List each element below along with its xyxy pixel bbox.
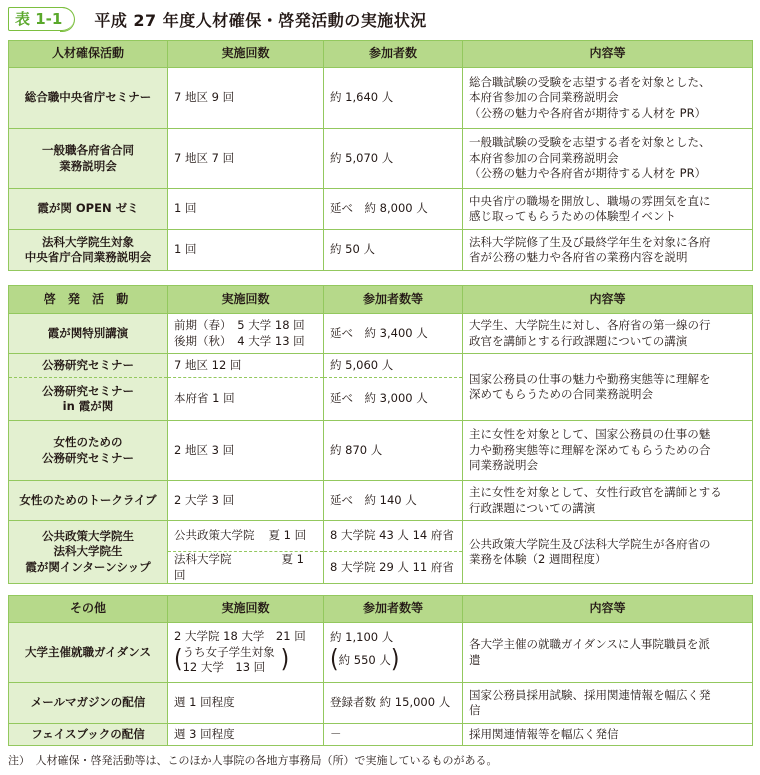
content-cell: 国家公務員採用試験、採用関連情報を幅広く発 信 xyxy=(463,683,753,724)
header-activity: その他 xyxy=(9,596,168,623)
table-title-bar xyxy=(8,6,427,32)
content-cell: 一般職試験の受験を志望する者を対象とした、 本府省参加の合同業務説明会 （公務の魅力や各府省が期待する人材を PR） xyxy=(463,129,753,189)
activity-cell: 公務研究セミナー xyxy=(9,354,168,378)
participants-cell: 約 870 人 xyxy=(324,421,463,481)
count-cell: 2 地区 3 回 xyxy=(168,421,324,481)
header-count: 実施回数 xyxy=(168,41,324,68)
participants-cell: 8 大学院 29 人 11 府省 xyxy=(324,552,463,584)
shared-content-cell: 国家公務員の仕事の魅力や勤務実態等に理解を 深めてもらうための合同業務説明会 xyxy=(463,354,753,421)
participants-cell: － xyxy=(324,724,463,746)
content-cell: 大学生、大学院生に対し、各府省の第一線の行 政官を講師とする行政課題についての講演 xyxy=(463,314,753,354)
table-number-badge: 表 1-1 xyxy=(8,7,74,31)
header-participants: 参加者数等 xyxy=(324,596,463,623)
count-cell: 1 回 xyxy=(168,230,324,271)
table-row xyxy=(9,189,753,230)
count-cell: 前期（春） 5 大学 18 回 後期（秋） 4 大学 13 回 xyxy=(168,314,324,354)
header-participants: 参加者数 xyxy=(324,41,463,68)
participants-cell: 8 大学院 43 人 14 府省 xyxy=(324,521,463,552)
header-participants: 参加者数等 xyxy=(324,286,463,314)
table-header-row xyxy=(9,596,753,623)
activity-cell: 総合職中央省庁セミナー xyxy=(9,68,168,129)
content-cell: 公共政策大学院生及び法科大学院生が各府省の 業務を体験（2 週間程度） xyxy=(463,521,753,584)
content-cell: 総合職試験の受験を志望する者を対象とした、 本府省参加の合同業務説明会 （公務の魅力や各府省が期待する人材を PR） xyxy=(463,68,753,129)
participants-cell: 延べ 約 3,000 人 xyxy=(324,378,463,421)
table-header-row xyxy=(9,41,753,68)
other-activities-table xyxy=(8,595,753,746)
participants-cell: 約 5,060 人 xyxy=(324,354,463,378)
activity-cell: 公務研究セミナー in 霞が関 xyxy=(9,378,168,421)
table-row xyxy=(9,68,753,129)
activity-cell: 公共政策大学院生 法科大学院生 霞が関インターンシップ xyxy=(9,521,168,584)
content-cell: 主に女性を対象として、女性行政官を講師とする 行政課題についての講演 xyxy=(463,481,753,521)
table-row xyxy=(9,683,753,724)
content-cell: 中央省庁の職場を開放し、職場の雰囲気を直に 感じ取ってもらうための体験型イベント xyxy=(463,189,753,230)
participants-cell: 約 50 人 xyxy=(324,230,463,271)
table-row xyxy=(9,724,753,746)
participants-cell: 登録者数 約 15,000 人 xyxy=(324,683,463,724)
header-count: 実施回数 xyxy=(168,596,324,623)
table-row xyxy=(9,129,753,189)
header-content: 内容等 xyxy=(463,286,753,314)
activity-cell: フェイスブックの配信 xyxy=(9,724,168,746)
activity-cell: 一般職各府省合同 業務説明会 xyxy=(9,129,168,189)
content-cell: 各大学主催の就職ガイダンスに人事院職員を派 遣 xyxy=(463,623,753,683)
header-count: 実施回数 xyxy=(168,286,324,314)
table-title: 平成 27 年度人材確保・啓発活動の実施状況 xyxy=(94,10,427,30)
content-cell: 採用関連情報等を幅広く発信 xyxy=(463,724,753,746)
activity-cell: メールマガジンの配信 xyxy=(9,683,168,724)
table-row xyxy=(9,521,753,552)
outreach-activities-table xyxy=(8,285,753,584)
count-cell: 7 地区 12 回 xyxy=(168,354,324,378)
activity-cell: 法科大学院生対象 中央省庁合同業務説明会 xyxy=(9,230,168,271)
count-cell: 1 回 xyxy=(168,189,324,230)
count-cell: 公共政策大学院 夏 1 回 xyxy=(168,521,324,552)
activity-cell: 大学主催就職ガイダンス xyxy=(9,623,168,683)
table-row xyxy=(9,314,753,354)
recruitment-activities-table xyxy=(8,40,753,271)
activity-cell: 女性のための 公務研究セミナー xyxy=(9,421,168,481)
activity-cell: 霞が関 OPEN ゼミ xyxy=(9,189,168,230)
count-cell: 7 地区 9 回 xyxy=(168,68,324,129)
activity-cell: 女性のためのトークライブ xyxy=(9,481,168,521)
participants-cell: 延べ 約 3,400 人 xyxy=(324,314,463,354)
table-row xyxy=(9,481,753,521)
count-cell: 法科大学院 夏 1 回 xyxy=(168,552,324,584)
count-cell: 2 大学 3 回 xyxy=(168,481,324,521)
activity-cell: 霞が関特別講演 xyxy=(9,314,168,354)
count-cell: 2 大学院 18 大学 21 回 ( うち女子学生対象 12 大学 13 回 ) xyxy=(168,623,324,683)
footnote: 注） 人材確保・啓発活動等は、このほか人事院の各地方事務局（所）で実施しているものがある。 xyxy=(8,754,498,767)
table-header-row xyxy=(9,286,753,314)
parenthetical-count: ( うち女子学生対象 12 大学 13 回 ) xyxy=(174,644,290,675)
header-activity: 人材確保活動 xyxy=(9,41,168,68)
header-activity: 啓 発 活 動 xyxy=(9,286,168,314)
header-content: 内容等 xyxy=(463,41,753,68)
table-row xyxy=(9,623,753,683)
count-cell: 7 地区 7 回 xyxy=(168,129,324,189)
participants-cell: 約 1,100 人 ( 約 550 人 ) xyxy=(324,623,463,683)
count-cell: 週 3 回程度 xyxy=(168,724,324,746)
participants-cell: 約 1,640 人 xyxy=(324,68,463,129)
participants-cell: 延べ 約 8,000 人 xyxy=(324,189,463,230)
table-row xyxy=(9,230,753,271)
parenthetical-participants: ( 約 550 人 ) xyxy=(330,645,400,675)
count-cell: 週 1 回程度 xyxy=(168,683,324,724)
content-cell: 主に女性を対象として、国家公務員の仕事の魅 力や勤務実態等に理解を深めてもらうための合 同業務説明会 xyxy=(463,421,753,481)
table-row xyxy=(9,421,753,481)
header-content: 内容等 xyxy=(463,596,753,623)
content-cell: 法科大学院修了生及び最終学年生を対象に各府 省が公務の魅力や各府省の業務内容を説明 xyxy=(463,230,753,271)
participants-cell: 延べ 約 140 人 xyxy=(324,481,463,521)
count-cell: 本府省 1 回 xyxy=(168,378,324,421)
participants-cell: 約 5,070 人 xyxy=(324,129,463,189)
table-row xyxy=(9,354,753,378)
